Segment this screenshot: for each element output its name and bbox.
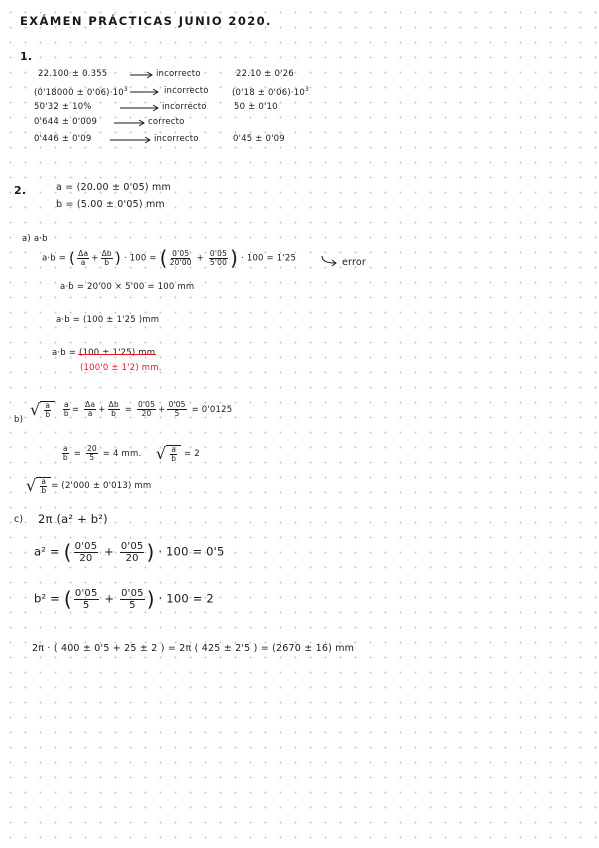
eq-tail: · 100 = 2 (158, 591, 214, 606)
frac-denominator: b (104, 257, 110, 267)
fraction-db-b (101, 250, 113, 267)
sqrt-body (166, 445, 181, 463)
eq-lhs: b² = (34, 591, 61, 606)
frac-numerator: Δa (85, 400, 96, 409)
close-paren: ) (146, 587, 155, 611)
eq-times-100: · 100 = (123, 253, 157, 264)
page-title: EXÁMEN PRÁCTICAS JUNIO 2020. (20, 14, 272, 28)
frac-numerator: 0'05 (121, 587, 144, 599)
fraction-1 (170, 250, 192, 267)
sqrt-icon: √ (30, 400, 41, 419)
frac-numerator: 0'05 (120, 540, 144, 552)
fraction-a-b (40, 478, 47, 495)
eq-lhs: a² = (34, 544, 60, 559)
close-paren: ) (114, 249, 121, 267)
frac-numerator: 0'05 (137, 400, 156, 409)
part-b-equation-1: √ $\frac{a}{b}$ $\frac{a}{b}$ = $\frac{\Delta a}{a}$ + $\frac{\Delta b}{b}$ = $\frac{0'05}{20}$ + $\frac{0'05}{5}$ = 0'0125 (30, 400, 233, 419)
arrow-right-icon (130, 71, 154, 79)
part-b-equation-2: $\frac{a}{b}$ = $\frac{20}{5}$ = 4 mm. √ $\frac{a}{b}$ = 2 (62, 444, 200, 463)
final-result: = (2'000 ± 0'013) mm (51, 481, 152, 491)
frac-denominator: 5 (82, 599, 90, 611)
part-a-label: a) a·b (22, 234, 48, 244)
frac-numerator: Δb (108, 400, 119, 409)
q2-a-definition: a = (20.00 ± 0'05) mm (56, 182, 171, 193)
q1-row-fixed-text: (0'18 ± 0'06)·10 (232, 87, 305, 98)
q1-row-value: 0'644 ± 0'009 (34, 117, 98, 127)
part-c-final: 2π · ( 400 ± 0'5 + 25 ± 2 ) = 2π ( 425 ± 2'5 ) = (2670 ± 16) mm (32, 643, 355, 654)
q1-row-fixed: 22.10 ± 0'26 (236, 69, 294, 79)
frac-denominator: 20 (79, 552, 93, 564)
frac-numerator: a (171, 444, 177, 454)
frac-denominator: b (41, 485, 47, 495)
frac-numerator: Δa (78, 248, 89, 258)
fraction-005-5 (167, 401, 186, 418)
fraction-a-b (170, 446, 177, 463)
eq-tail: = 4 mm. (102, 449, 142, 459)
frac-numerator: 0'05 (74, 587, 98, 599)
q1-row-value: 50'32 ± 10% (34, 102, 92, 112)
eq-tail: · 100 = 0'5 (158, 544, 225, 559)
frac-numerator: a (64, 400, 69, 409)
fraction-db-b (108, 401, 120, 418)
part-a-result-struck (52, 348, 155, 358)
frac-denominator: 5 (129, 599, 136, 611)
fraction-a-b (62, 445, 69, 462)
frac-numerator: 0'05 (209, 248, 228, 258)
frac-denominator: 5 (174, 409, 180, 418)
q1-row-fixed: 0'45 ± 0'09 (233, 134, 285, 144)
arrow-right-icon (120, 104, 160, 112)
part-a-product: a·b = 20'00 × 5'00 = 100 mm (60, 282, 195, 292)
frac-denominator: 20 (141, 409, 152, 418)
part-a-result-draft: a·b = (100 ± 1'25 )mm (56, 315, 160, 325)
fraction-005-20 (137, 401, 156, 418)
part-a-correction: (100'0 ± 1'2) mm. (80, 363, 162, 373)
sqrt-icon: √ (155, 444, 167, 463)
part-a-equation-1: a·b = ( $\frac{\Delta a}{a}$ + $\frac{\Delta b}{b}$ ) · 100 = ( $\frac{0'05}{20'00}$ + $\frac{0'05}{5'00}$ ) · 100 = 1'25 (42, 246, 297, 270)
fraction-20-5 (86, 445, 98, 462)
open-paren: ( (69, 249, 76, 267)
q1-row-verdict: incorrecto (164, 86, 209, 96)
arrow-right-icon (114, 119, 146, 127)
arrow-right-icon (130, 88, 160, 96)
q1-row-value-text: (0'18000 ± 0'06)·10 (34, 87, 124, 98)
frac-denominator: a (80, 257, 86, 267)
frac-denominator: 5 (89, 453, 95, 462)
error-label: error (342, 257, 366, 268)
eq-lhs: a·b = (52, 348, 80, 358)
arrow-right-icon (110, 136, 152, 144)
sqrt-body (40, 401, 55, 419)
frac-numerator: 0'05 (172, 248, 190, 258)
frac-numerator: 0'05 (74, 540, 98, 552)
close-paren: ) (230, 246, 239, 270)
frac-denominator: 20 (125, 552, 139, 564)
question-1-number: 1. (20, 50, 33, 63)
frac-denominator: a (87, 409, 93, 418)
struck-text: (100 ± 1'25) mm (79, 348, 156, 358)
q1-row-verdict: correcto (148, 117, 185, 127)
fraction-005-20 (120, 541, 145, 564)
frac-numerator: Δb (101, 248, 112, 258)
curved-arrow-icon (320, 255, 340, 267)
q1-row-exponent: 3 (123, 86, 128, 93)
frac-denominator: 5'00 (209, 257, 228, 267)
fraction-a-b (44, 402, 51, 419)
open-paren: ( (63, 540, 72, 564)
close-paren: ) (146, 540, 155, 564)
eq-result: = 0'0125 (191, 405, 233, 415)
eq-result: = 2 (184, 449, 200, 459)
equals: = (71, 405, 80, 415)
part-c-a-squared: a² = ( $\frac{0'05}{20}$ + $\frac{0'05}{20}$ ) · 100 = 0'5 (34, 540, 225, 564)
frac-numerator: a (45, 400, 51, 410)
q1-row-value (34, 86, 128, 98)
fraction-005-20 (74, 541, 99, 564)
sqrt-body (36, 477, 51, 495)
q1-row-verdict: incorrecto (154, 134, 199, 144)
frac-numerator: 0'05 (168, 400, 186, 409)
frac-denominator: b (171, 453, 177, 463)
fraction-005-5 (74, 588, 99, 611)
sqrt-icon: √ (26, 476, 37, 495)
q1-row-verdict: incorrecto (162, 102, 207, 112)
fraction-005-5 (120, 588, 145, 611)
open-paren: ( (159, 246, 168, 270)
eq-lhs: a·b = (42, 253, 70, 264)
frac-numerator: a (63, 444, 68, 453)
fraction-2 (209, 250, 228, 267)
fraction-a-b-2 (63, 401, 70, 418)
q1-row-value: 22.100 ± 0.355 (38, 69, 108, 79)
q2-b-definition: b = (5.00 ± 0'05) mm (56, 199, 165, 210)
frac-numerator: 20 (86, 444, 97, 453)
part-b-final (26, 476, 151, 495)
fraction-da-a (77, 250, 89, 267)
q1-row-fixed-exponent: 3 (305, 86, 310, 93)
frac-numerator: a (41, 476, 47, 486)
frac-denominator: b (63, 409, 69, 418)
q1-row-value: 0'446 ± 0'09 (34, 134, 92, 144)
frac-denominator: b (111, 409, 117, 418)
fraction-da-a (84, 401, 96, 418)
part-c-label: c) (14, 514, 24, 525)
open-paren: ( (63, 587, 72, 611)
frac-denominator: b (62, 453, 68, 462)
part-c-b-squared: b² = ( $\frac{0'05}{5}$ + $\frac{0'05}{5}$ ) · 100 = 2 (34, 587, 214, 611)
question-2-number: 2. (14, 184, 27, 197)
q1-row-fixed: 50 ± 0'10 (234, 102, 278, 112)
part-c-expression: 2π (a² + b²) (38, 512, 108, 526)
frac-denominator: b (45, 409, 51, 419)
q1-row-verdict: incorrecto (156, 69, 201, 79)
frac-denominator: 20'00 (169, 257, 192, 267)
eq-result: · 100 = 1'25 (241, 253, 297, 264)
q1-row-fixed (232, 86, 309, 98)
part-b-label: b) (14, 415, 24, 425)
